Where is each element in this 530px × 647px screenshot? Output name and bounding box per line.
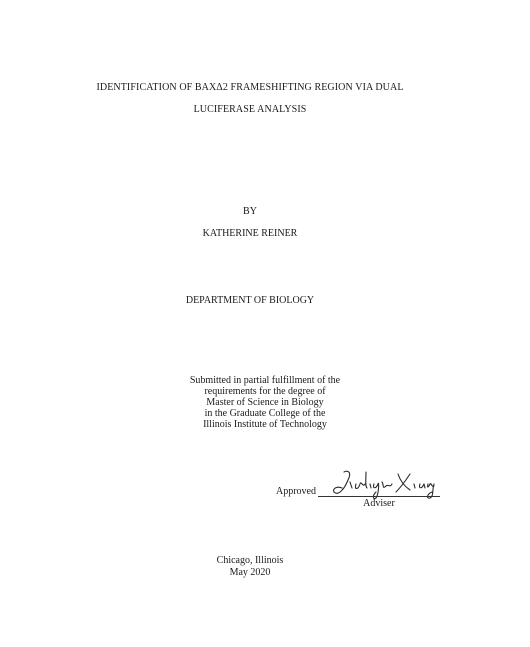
- submission-line: Submitted in partial fulfillment of the: [189, 375, 341, 386]
- submission-date: May 2020: [229, 567, 271, 578]
- signature-text: Jialing Xiang: [330, 453, 416, 470]
- by-label: BY: [243, 206, 257, 217]
- submission-line: in the Graduate College of the: [204, 408, 326, 419]
- author-name: KATHERINE REINER: [202, 228, 298, 239]
- location: Chicago, Illinois: [216, 555, 284, 566]
- signature-line: [318, 496, 440, 497]
- approved-label: Approved: [276, 486, 316, 497]
- thesis-title-line-1: IDENTIFICATION OF BAXΔ2 FRAMESHIFTING REGION VIA DUAL: [96, 82, 404, 93]
- department-name: DEPARTMENT OF BIOLOGY: [185, 295, 315, 306]
- adviser-label: Adviser: [363, 498, 395, 509]
- submission-line: Illinois Institute of Technology: [203, 419, 327, 430]
- submission-line: Master of Science in Biology: [206, 397, 324, 408]
- adviser-signature: [330, 453, 438, 500]
- submission-line: requirements for the degree of: [204, 386, 326, 397]
- thesis-title-line-2: LUCIFERASE ANALYSIS: [193, 104, 307, 115]
